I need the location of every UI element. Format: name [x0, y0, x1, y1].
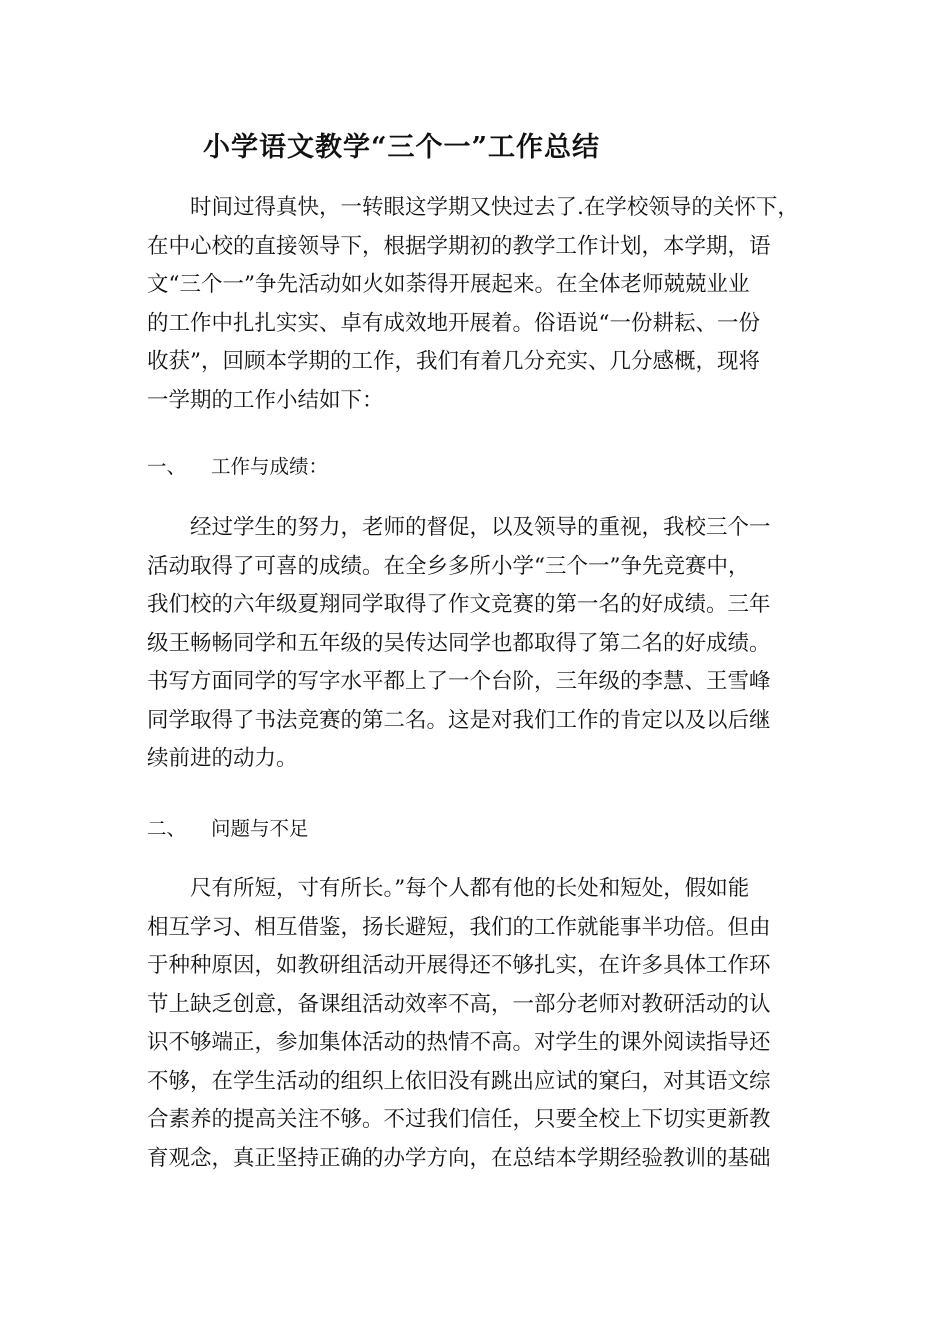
text-line: 经过学生的努力，老师的督促，以及领导的重视，我校三个一 — [147, 515, 771, 540]
section-2-paragraph — [147, 870, 807, 1178]
text-line: 育观念，真正坚持正确的办学方向，在总结本学期经验教训的基础 — [147, 1145, 771, 1171]
text-line: 文“三个一”争先活动如火如荼得开展起来。在全体老师兢兢业业 — [147, 272, 750, 297]
intro-paragraph — [147, 189, 807, 420]
section-heading-1 — [147, 452, 328, 482]
text-line: 合素养的提高关注不够。不过我们信任，只要全校上下切实更新教 — [147, 1107, 771, 1132]
document-title: 小学语文教学“三个一”工作总结 — [203, 132, 601, 163]
text-line: 在中心校的直接领导下，根据学期初的教学工作计划，本学期，语 — [147, 233, 771, 259]
section-1-paragraph — [147, 509, 807, 779]
section-title: 工作与成绩： — [211, 455, 329, 478]
text-line: 活动取得了可喜的成绩。在全乡多所小学“三个一”争先竞赛中， — [147, 553, 750, 579]
text-line: 我们校的六年级夏翔同学取得了作文竞赛的第一名的好成绩。三年 — [147, 592, 771, 617]
text-line: 的工作中扎扎实实、卓有成效地开展着。俗语说“一份耕耘、一份 — [147, 310, 760, 336]
section-heading-2 — [147, 814, 309, 844]
text-line: 节上缺乏创意，备课组活动效率不高，一部分老师对教研活动的认 — [147, 991, 771, 1017]
text-line: 收获”，回顾本学期的工作，我们有着几分充实、几分感概，现将 — [147, 349, 760, 374]
text-line: 识不够端正，参加集体活动的热情不高。对学生的课外阅读指导还 — [147, 1030, 771, 1055]
text-line: 于种种原因，如教研组活动开展得还不够扎实，在许多具体工作环 — [147, 953, 771, 978]
text-line: 书写方面同学的写字水平都上了一个台阶，三年级的李慧、王雪峰 — [147, 669, 771, 694]
text-line: 续前进的动力。 — [147, 746, 298, 771]
text-line: 同学取得了书法竞赛的第二名。这是对我们工作的肯定以及以后继 — [147, 707, 771, 733]
section-number: 一、 — [147, 455, 187, 478]
section-number: 二、 — [147, 817, 187, 840]
text-line: 一学期的工作小结如下： — [147, 387, 384, 413]
text-line: 时间过得真快，一转眼这学期又快过去了.在学校领导的关怀下， — [147, 195, 799, 220]
text-line: 尺有所短，寸有所长。”每个人都有他的长处和短处，假如能 — [147, 876, 750, 901]
text-line: 相互学习、相互借鉴，扬长避短，我们的工作就能事半功倍。但由 — [147, 914, 771, 940]
text-line: 不够，在学生活动的组织上依旧没有跳出应试的窠臼，对其语文综 — [147, 1068, 771, 1094]
text-line: 级王畅畅同学和五年级的吴传达同学也都取得了第二名的好成绩。 — [147, 630, 771, 656]
section-title: 问题与不足 — [211, 817, 309, 840]
